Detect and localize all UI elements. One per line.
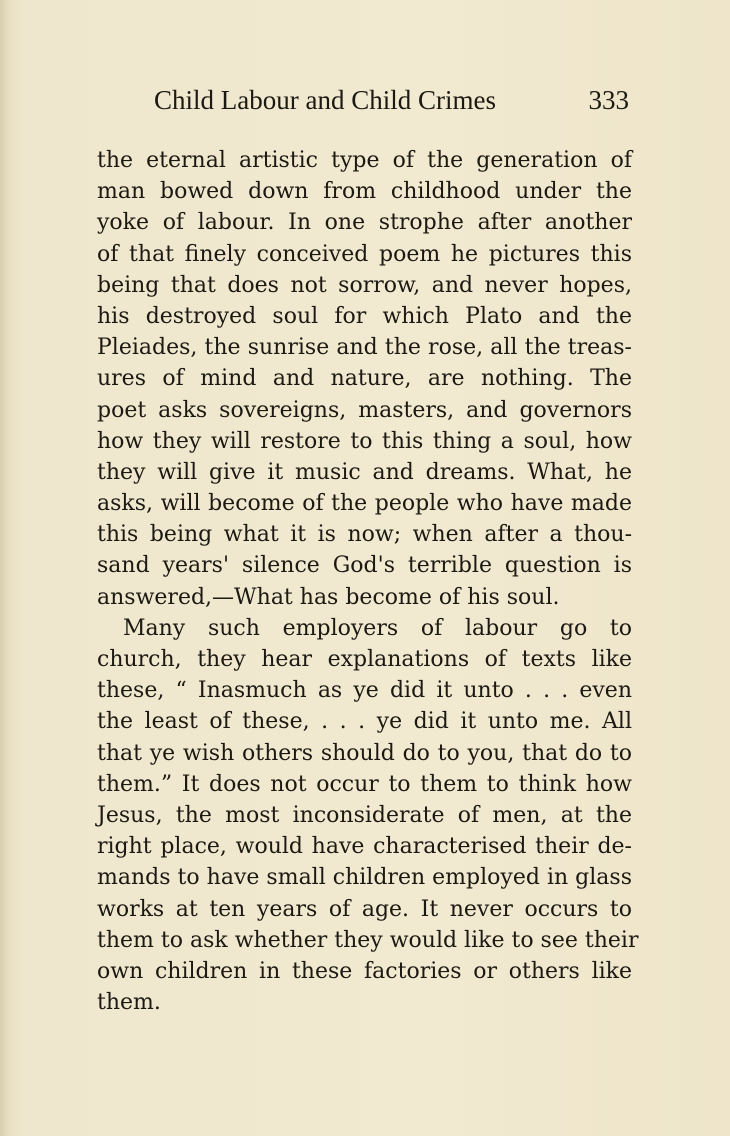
text-line: them to ask whether they would like to see their: [97, 927, 639, 953]
text-line: this being what it is now; when after a thou-: [97, 522, 632, 548]
text-line: poet asks sovereigns, masters, and governors: [97, 397, 632, 423]
paragraph-1: [97, 145, 632, 613]
text-line: mands to have small children employed in glass: [97, 865, 632, 891]
text-line: of that finely conceived poem he pictures this: [97, 241, 632, 267]
text-line: them.” It does not occur to them to think how: [97, 771, 632, 797]
text-line: right place, would have characterised their de-: [97, 834, 632, 860]
text-line: them.: [97, 990, 161, 1016]
running-head: [154, 80, 629, 120]
text-line: these, “ Inasmuch as ye did it unto . . . even: [97, 678, 632, 704]
text-line: answered,—What has become of his soul.: [97, 584, 560, 610]
text-line: own children in these factories or others like: [97, 958, 632, 984]
text-line: Pleiades, the sunrise and the rose, all the treas-: [97, 335, 632, 361]
text-line: ures of mind and nature, are nothing. The: [97, 366, 632, 392]
text-line: being that does not sorrow, and never hopes,: [97, 272, 632, 298]
text-line: church, they hear explanations of texts like: [97, 647, 632, 672]
text-line: the eternal artistic type of the generation of: [97, 148, 632, 173]
text-line: man bowed down from childhood under the: [97, 179, 632, 205]
text-line: yoke of labour. In one strophe after another: [97, 210, 632, 236]
body-text: [97, 145, 639, 1018]
text-line: Many such employers of labour go to: [123, 615, 632, 641]
text-line: that ye wish others should do to you, that do to: [97, 740, 632, 766]
chapter-title: Child Labour and Child Crimes: [154, 85, 496, 115]
text-line: the least of these, . . . ye did it unto me. All: [97, 709, 632, 735]
text-line: sand years' silence God's terrible question is: [97, 553, 632, 579]
paragraph-2: [97, 613, 639, 1018]
text-line: his destroyed soul for which Plato and the: [97, 303, 632, 329]
text-line: they will give it music and dreams. What, he: [97, 459, 632, 485]
page-number: 333: [588, 85, 629, 115]
text-line: how they will restore to this thing a soul, how: [97, 428, 632, 454]
text-line: asks, will become of the people who have made: [97, 491, 632, 517]
text-line: Jesus, the most inconsiderate of men, at the: [97, 802, 632, 828]
text-line: works at ten years of age. It never occurs to: [97, 896, 632, 922]
